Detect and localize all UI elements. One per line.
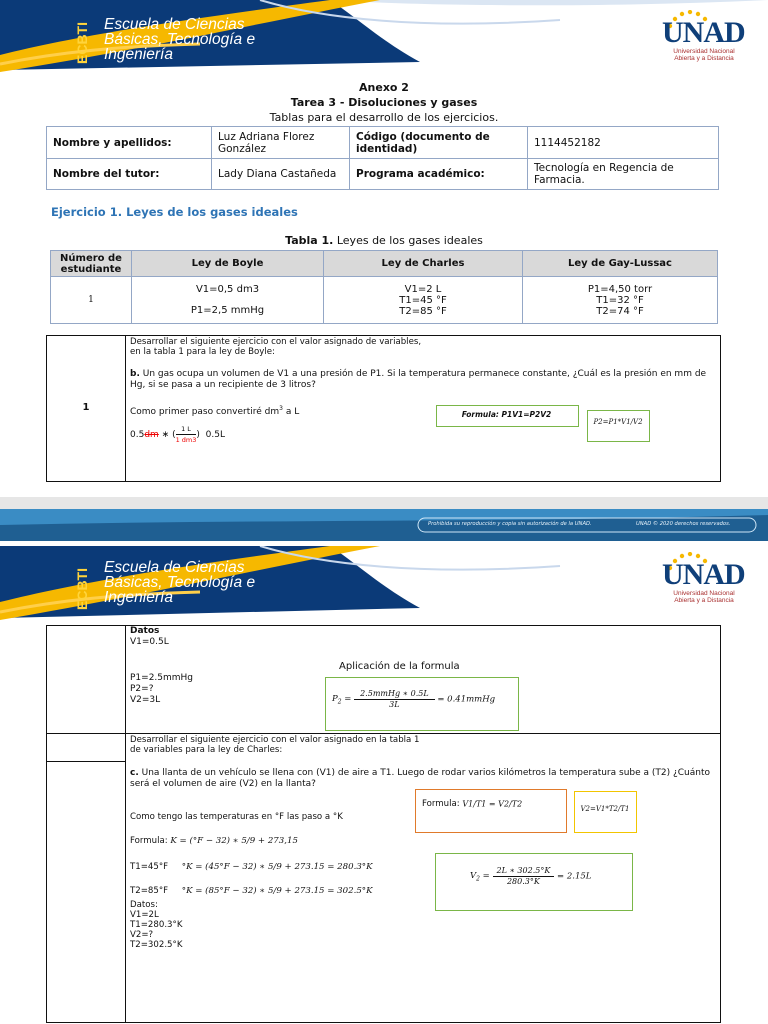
t1-calc: °K = (45°F − 32) ∗ 5/9 + 273.15 = 280.3°K <box>181 862 373 872</box>
task-title: Tarea 3 - Disoluciones y gases <box>290 96 478 109</box>
program-value: Tecnología en Regencia de Farmacia. <box>528 159 719 190</box>
exercise-b-label: b. <box>130 369 140 379</box>
unad-subtitle-2: Abierta y a Distancia <box>674 55 734 62</box>
exercise-intro <box>130 337 421 357</box>
boyle-numerator: 2.5mmHg ∗ 0.5L <box>354 689 435 700</box>
program-label: Programa académico: <box>350 159 528 190</box>
charles-c-body: Una llanta de un vehículo se llena con (V1) de aire a T1. Luego de rodar varios kilómetros la temperatura sube a (T2) ¿Cuánto será el volumen de aire (V2) en la llanta? <box>130 768 711 789</box>
conversion-fraction <box>176 424 197 445</box>
annex-title: Anexo 2 <box>359 81 409 94</box>
exercise-number: 1 <box>82 402 90 413</box>
charles-c-text <box>130 768 716 790</box>
footer-copyright-right: UNAD © 2020 derechos reservados. <box>636 521 731 527</box>
school-name-2-line-2: Básicas, Tecnología e <box>104 574 256 591</box>
col-header-gay-lussac: Ley de Gay-Lussac <box>523 251 718 277</box>
charles-fraction <box>493 866 555 887</box>
col-header-boyle: Ley de Boyle <box>132 251 324 277</box>
ecbti-mark-2: ECBTI <box>74 568 90 610</box>
gay-t2: T2=74 °F <box>596 305 644 317</box>
student-info-table <box>46 126 719 190</box>
unad-logo-2: UNAD <box>662 558 745 591</box>
first-step-main: Como primer paso convertiré dm <box>130 407 280 417</box>
t2-calc: °K = (85°F − 32) ∗ 5/9 + 273.15 = 302.5°K <box>181 886 373 896</box>
exercise-b-text <box>130 369 716 391</box>
datos-p2: P2=? <box>130 684 154 694</box>
footer-copyright-left: Prohibida su reproducción y copia sin autorización de la UNAD. <box>428 521 592 527</box>
datos2-t2: T2=302.5°K <box>130 940 183 950</box>
page-break <box>0 497 768 509</box>
datos2-title: Datos: <box>130 900 158 910</box>
t1-value: T1=45°F <box>130 862 169 872</box>
k-formula-line <box>130 836 298 846</box>
ecbti-mark: ECBTI <box>74 22 90 64</box>
exercise-b-body: Un gas ocupa un volumen de V1 a una presión de P1. Si la temperatura permanece constante, ¿Cuál es la presión en mm de Hg, si se pasa a un recipiente de 3 litros? <box>130 369 707 390</box>
charles-result: $V_2$ = $\frac{2L ∗ 302.5^\circ K}{280.3^\circ K}$ = 2.15L <box>470 866 592 886</box>
table-caption <box>0 234 768 247</box>
unad-subtitle-1: Universidad Nacional <box>673 48 735 55</box>
conversion-start: 0.5 <box>130 430 145 440</box>
k-formula: K = (°F − 32) ∗ 5/9 + 273,15 <box>170 836 298 846</box>
datos-title: Datos <box>130 626 160 636</box>
datos2-t1: T1=280.3°K <box>130 920 183 930</box>
formula-text: Formula: P1V1=P2V2 <box>461 410 552 419</box>
unad-subtitle-2-1: Universidad Nacional <box>673 590 735 597</box>
datos-p1: P1=2.5mmHg <box>130 673 194 683</box>
datos-block-2 <box>130 673 193 706</box>
v2-formula: V2=V1*T2/T1 <box>580 805 630 813</box>
conversion-den: 1 dm3 <box>175 436 197 444</box>
k-formula-label: Formula: <box>130 836 168 846</box>
formula2-text: P2=P1*V1/V2 <box>593 418 643 426</box>
datos2-block <box>130 900 182 950</box>
cell-boyle <box>132 277 324 324</box>
charles-c-label: c. <box>130 768 139 778</box>
school-name-line-3: Ingeniería <box>104 46 173 63</box>
first-step-sup: 3 <box>279 405 283 412</box>
exercise-heading: Ejercicio 1. Leyes de los gases ideales <box>51 205 298 219</box>
gay-p1: P1=4,50 torr <box>587 283 653 295</box>
page2-row-divider-1 <box>46 733 720 734</box>
page-header-1 <box>0 0 768 72</box>
boyle-result-value: = 0.41mmHg <box>437 694 496 705</box>
school-name-line-2: Básicas, Tecnología e <box>104 31 256 48</box>
conversion-num: 1 L <box>176 424 197 435</box>
t2-value: T2=85°F <box>130 886 169 896</box>
unad-subtitle-2-2: Abierta y a Distancia <box>674 597 734 604</box>
first-step-text <box>130 403 299 418</box>
charles-denominator: 280.3°K <box>506 877 540 886</box>
charles-t1: T1=45 °F <box>399 294 447 306</box>
datos-block <box>130 626 169 648</box>
page2-row-divider-2 <box>46 761 126 762</box>
boyle-fraction <box>354 689 435 710</box>
col-header-student: Número de estudiante <box>51 251 132 277</box>
cell-gay-lussac <box>523 277 718 324</box>
name-value: Luz Adriana Florez González <box>212 127 350 159</box>
cell-student: 1 <box>51 277 132 324</box>
application-title: Aplicación de la formula <box>339 661 460 672</box>
charles-intro <box>130 735 420 755</box>
boyle-result: $P_2$ = $\frac{\text{2.5mmHg ∗ 0.5L}}{3L}$ = 0.41mmHg <box>332 689 496 709</box>
conversion-unit: dm <box>144 430 159 440</box>
exercise-intro-line-1: Desarrollar el siguiente ejercicio con el valor asignado de variables, <box>130 337 422 347</box>
charles-t2: T2=85 °F <box>399 305 447 317</box>
code-label: Código (documento de identidad) <box>350 127 528 159</box>
col-header-charles: Ley de Charles <box>324 251 523 277</box>
page2-col-divider <box>125 625 126 1022</box>
charles-formula <box>422 799 522 810</box>
tutor-value: Lady Diana Castañeda <box>212 159 350 190</box>
code-value: 1114452182 <box>528 127 719 159</box>
doc-subtitle: Tablas para el desarrollo de los ejercicios. <box>269 111 499 124</box>
tutor-label: Nombre del tutor: <box>47 159 212 190</box>
charles-formula-label: Formula: <box>422 799 460 809</box>
gas-laws-table <box>50 250 718 324</box>
page-header-2 <box>0 546 768 620</box>
formula2-box <box>587 410 650 442</box>
charles-numerator: 2L ∗ 302.5°K <box>493 866 555 877</box>
school-name-2-line-1: Escuela de Ciencias <box>104 559 245 576</box>
charles-intro-line-1: Desarrollar el siguiente ejercicio con el valor asignado en la tabla 1 <box>130 735 420 745</box>
boyle-p1: P1=2,5 mmHg <box>190 305 265 316</box>
charles-intro-line-2: de variables para la ley de Charles: <box>130 745 283 755</box>
charles-v1: V1=2 L <box>404 283 442 295</box>
conversion-line: 0.5dm ∗ ( $\frac{1 L}{1 dm3}$ ) 0.5L <box>130 425 225 444</box>
conversion-result: 0.5L <box>205 430 225 440</box>
charles-result-value: = 2.15L <box>557 871 592 882</box>
t2-line <box>130 886 373 896</box>
exercise-intro-line-2: en la tabla 1 para la ley de Boyle: <box>130 347 275 357</box>
cell-charles <box>324 277 523 324</box>
datos-v1: V1=0.5L <box>130 637 169 647</box>
datos-v2: V2=3L <box>130 695 161 705</box>
table-caption-bold: Tabla 1. <box>285 234 334 247</box>
datos2-v2: V2=? <box>130 930 154 940</box>
t1-line <box>130 862 373 872</box>
charles-formula-box <box>415 789 567 833</box>
unad-logo: UNAD <box>662 16 745 49</box>
school-name-line-1: Escuela de Ciencias <box>104 16 245 33</box>
name-label: Nombre y apellidos: <box>47 127 212 159</box>
datos2-v1: V1=2L <box>130 910 159 920</box>
temps-text: Como tengo las temperaturas en °F las paso a °K <box>130 812 343 822</box>
table-caption-rest: Leyes de los gases ideales <box>333 234 483 247</box>
boyle-v1: V1=0,5 dm3 <box>195 284 260 295</box>
first-step-end: a L <box>282 407 300 417</box>
gay-t1: T1=32 °F <box>596 294 644 306</box>
school-name-2-line-3: Ingeniería <box>104 589 173 606</box>
charles-formula-text: V1/T1 = V2/T2 <box>462 799 523 809</box>
boyle-denominator: 3L <box>389 700 400 709</box>
